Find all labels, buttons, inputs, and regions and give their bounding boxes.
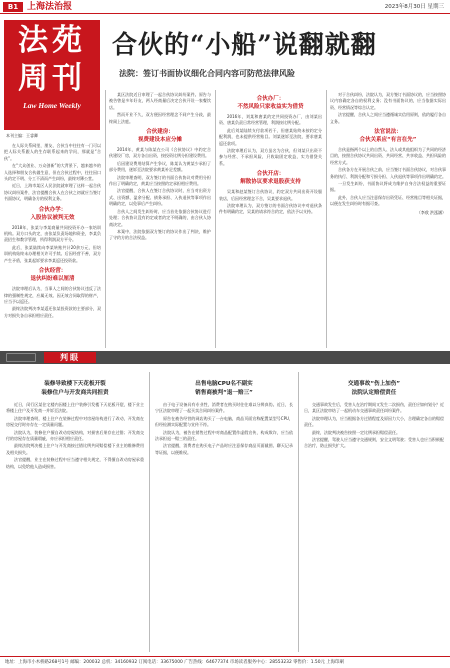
paragraph: 合伙是指两个以上的自然人、法人或其他组织为了共同的经济目的，按照合伙协议共同出资、共同经营、共享收益、共担风险的经营方式。 — [330, 147, 446, 165]
paragraph: 法院认为，装修住户擅自改动房屋结构，对损害后果存在过错；开发商交付的房屋存在质量瑕疵，亦应承担相应责任。 — [6, 429, 144, 442]
paragraph: 法官提醒，合伙人之间应当遵循诚实信用原则，依约履行各自义务。 — [330, 112, 446, 124]
paragraph: 本案中，法院依据双方签订的协议作出了判决，维护了守约方的合法权益。 — [109, 228, 211, 241]
paragraph: 法院审理后认为，当事人之间的合伙协议违反了法律的强制性规定，应属无效。因无效合同取得的财产，应当予以返还。 — [4, 286, 101, 304]
page-footer: 地址：上海市小木桥路268号1号 邮编：200032 总机：34160932 订阅电话：33675000 广告热线：64677374 市场读者服务中心：28553232 零售价：1.50元 上海印刷 — [0, 656, 450, 668]
section-heading: 合伙经营： 退伙纠纷难以厘清 — [30, 268, 75, 283]
paragraph: 法院审理认为，双方签订的书面合伙协议中对退伙条件有明确约定，吴某的请求符合约定，依法予以支持。 — [219, 203, 322, 215]
article-column-4 — [330, 92, 446, 348]
reporter-byline: （李欣 洪泓涵） — [416, 209, 446, 215]
editor-credit: 本刊主编：王睿卿 — [6, 133, 38, 138]
paragraph: 合伙各方在开展合伙之前，应当签订书面合伙协议，对合伙事务的执行、利润分配和亏损分担、入伙退伙等事项作出明确约定。 — [330, 167, 446, 179]
article-headline: 装修导致楼下天花板开裂 装修住户与开发商共同担责 — [41, 381, 109, 396]
paragraph: 最终，法院判决被告按照一定比例承担赔偿责任。 — [312, 429, 400, 435]
paragraph: 由于电子设备具有专业性，消费者在购买时往往难以分辨真伪。近日，长宁区法院审理了一起买卖合同纠纷案件。 — [155, 402, 293, 414]
column-divider — [105, 90, 106, 348]
paragraph: 然而开业不久，双方便因经营理念不同产生分歧，最终闹上法庭。 — [109, 112, 211, 124]
section-heading: 合伙办厂： 不然风险只家收益实为借贷 — [237, 96, 304, 110]
paragraph: 交通事故发生后，受害人在治疗期间又发生二次损伤，责任应如何划分？近日，某区法院审结了一起机动车交通事故责任纠纷案件。 — [304, 402, 444, 414]
paragraph: 2016年，刘某和唐某约定共同投资办厂，由刘某出资、唐某负责日常经营管理，利润按比例分配。 — [219, 114, 322, 126]
masthead-title-line2: 周刊 — [18, 61, 86, 96]
column-divider — [326, 90, 327, 348]
paragraph: 法院审理后认为，双方虽名为合伙，但刘某只出资不参与经营、不承担风险，只收取固定收益，实为借贷关系。 — [219, 148, 322, 166]
article-column-1 — [4, 143, 101, 348]
paragraph: 合伙人之间发生纠纷时，应当首先依据合伙协议进行处理；合伙协议没有约定或者约定不明确的，由合伙人协商决定。 — [109, 208, 211, 227]
column-divider — [298, 372, 299, 652]
paragraph: 法院审理查明，双方签订的书面合伙协议对费用分担作出了明确约定，黄某应当按照约定承担相应费用。 — [109, 174, 211, 187]
paragraph: 后因建设费用结算产生争议，陈某认为黄某少承担了部分费用，遂诉至法院要求黄某补足差额。 — [109, 160, 211, 173]
paragraph: 法官提醒，消费者在购买电子产品时应注意保存商品页面截图、聊天记录等证据，以便维权。 — [155, 443, 293, 455]
lead-subhead: 法院：签订书面协议细化合同内容可防范法律风险 — [119, 69, 295, 78]
paragraph: 某区法院近日审理了一起合伙协议纠纷案件。原告与被告曾是多年好友，两人经商量后决定合伙开设一家餐饮店。 — [109, 92, 211, 110]
issue-date: 2023年8月30日 星期三 — [384, 4, 444, 10]
page-number: B1 — [3, 2, 23, 12]
column-divider — [149, 372, 150, 652]
paragraph: 吴某和赵某签订合伙协议，约定双方共同出资开设服装店，后因经营理念不合，吴某要求退伙。 — [219, 189, 322, 201]
article-headline: 交通事故“伤上加伤” 法院认定赔偿责任 — [347, 381, 401, 396]
paragraph: 此后，张某陆续向李某转账共计20余万元，但培训机构始终未办理相关许可手续。后因经营不善，双方产生矛盾，张某起诉要求李某返还投资款。 — [4, 244, 101, 263]
article-column-3 — [219, 92, 322, 348]
masthead-english: Law Home Weekly — [23, 101, 81, 110]
paragraph: 在“大众创业、万众创新”的大背景下，越来越多的人选择和朋友合伙做生意，但在合伙过程中，往往因口头约定不明、分工不清而产生纠纷，最终对簿公堂。 — [4, 163, 101, 182]
section-band — [0, 351, 450, 364]
paragraph: 此后刘某陆续支付款项若干，但唐某始终未按约定分配利润，也未提供经营账目。刘某遂诉至法院，要求唐某返还款项。 — [219, 127, 322, 146]
paragraph: 对于合伙纠纷，法院认为，双方签订书面协议的，应当按照协议内容确定各自的权利义务；没有书面协议的，应当依据实际出资、经营情况等综合认定。 — [330, 92, 446, 110]
paragraph: 法官提醒，驾驶人应当遵守交通规则，安全文明驾驶；受害人也应当积极配合治疗，防止损失扩大。 — [304, 437, 444, 449]
article-body-middle — [155, 402, 293, 652]
paragraph: 2014年，黄某与陈某在公司《合伙协议》中约定合伙建设厂房，双方各自出资，按投资比例分担建设费用。 — [109, 147, 211, 159]
paragraph: 最终法院判决楼上住户与开发商按过错比例共同赔偿楼下业主的维修费用及相关损失。 — [6, 443, 144, 455]
newspaper-logo: 上海法治报 — [27, 2, 73, 12]
paragraph: 法官提醒，业主在装修过程中应当遵守相关规定，不得擅自改动房屋承重结构，以免给他人造成损害。 — [6, 457, 144, 469]
page-header — [0, 0, 450, 14]
column-divider — [215, 90, 216, 348]
section-heading: 合伙开店： 解散协议要求退股获支持 — [240, 171, 301, 186]
lead-headline: 合伙的“小船”说翻就翻 — [112, 30, 377, 59]
paragraph: 法院认为，被告在销售过程中对商品配置作虚假宣传，构成欺诈，应当依法承担退一赔三的责任。 — [155, 429, 293, 442]
article-column-2 — [109, 92, 211, 348]
paragraph: 原告在被告经营的网店购买了一台电脑，商品页面宣称配置某型号CPU，但经检测实际配置与宣传不符。 — [155, 415, 293, 428]
masthead-title-line1: 法苑 — [18, 23, 86, 58]
article-headline: 出售电脑CPU名不副实 销售商被判“退一赔三” — [195, 381, 253, 396]
paragraph: 法官提醒，合伙人在签订合伙协议时，应当对出资方式、出资额、盈余分配、债务承担、入伙退伙等事项作出明确约定，以免事后产生纠纷。 — [109, 188, 211, 207]
article-body-right — [304, 402, 444, 652]
paragraph: 一旦发生纠纷，书面协议将成为维护自身合法权益的重要证据。 — [330, 181, 446, 193]
paragraph: 法院审理查明，楼上住户在装修过程中对房屋结构进行了改动，开发商在房屋交付时亦存在一定质量问题。 — [6, 415, 144, 428]
band-ornament — [6, 353, 36, 362]
paragraph: 此外，合伙人应当注意保存出资凭证、经营账目等相关证据，以便在发生纠纷时有据可查。 — [330, 194, 446, 207]
paragraph: 法院审理认为，应当根据各方过错程度及原因力大小，合理确定各自的赔偿责任。 — [304, 415, 444, 428]
section-label: 判眼 — [44, 352, 96, 363]
paragraph: 近日，上海市某区人民法院就审理了这样一起合伙协议纠纷案件，法官提醒合伙人在合伙之初就应当签订书面协议，明确各方的权利义务。 — [4, 183, 101, 202]
paragraph: 最终法院判决李某返还张某投资款的主要部分，双方对损失各自承担相应责任。 — [4, 306, 101, 318]
section-heading: 合伙建房： 视费建设本应分摊 — [137, 129, 182, 144]
paragraph: 在人际关系网里，朋友、合伙当中往往有一门可以把人际关系跟人的生存联系起来的学问，那就是“合伙”。 — [4, 143, 101, 161]
article-body-left — [6, 402, 144, 652]
section-heading: 法官说法： 合伙关系应“有言在先” — [359, 129, 417, 144]
section-masthead — [4, 20, 100, 130]
paragraph: 2018年，张某与李某商量共同投资开办一家培训机构。双方口头约定，由张某负责场地和资金，李某负责招生和教学管理，所得利润双方平分。 — [4, 224, 101, 243]
section-heading: 合伙办学： 入股协议被判无效 — [30, 206, 75, 221]
paragraph: 近日，闵行区某住宅楼内因楼上住户装修引发楼下天花板开裂，楼下业主将楼上住户及开发商一并诉至法院。 — [6, 402, 144, 414]
